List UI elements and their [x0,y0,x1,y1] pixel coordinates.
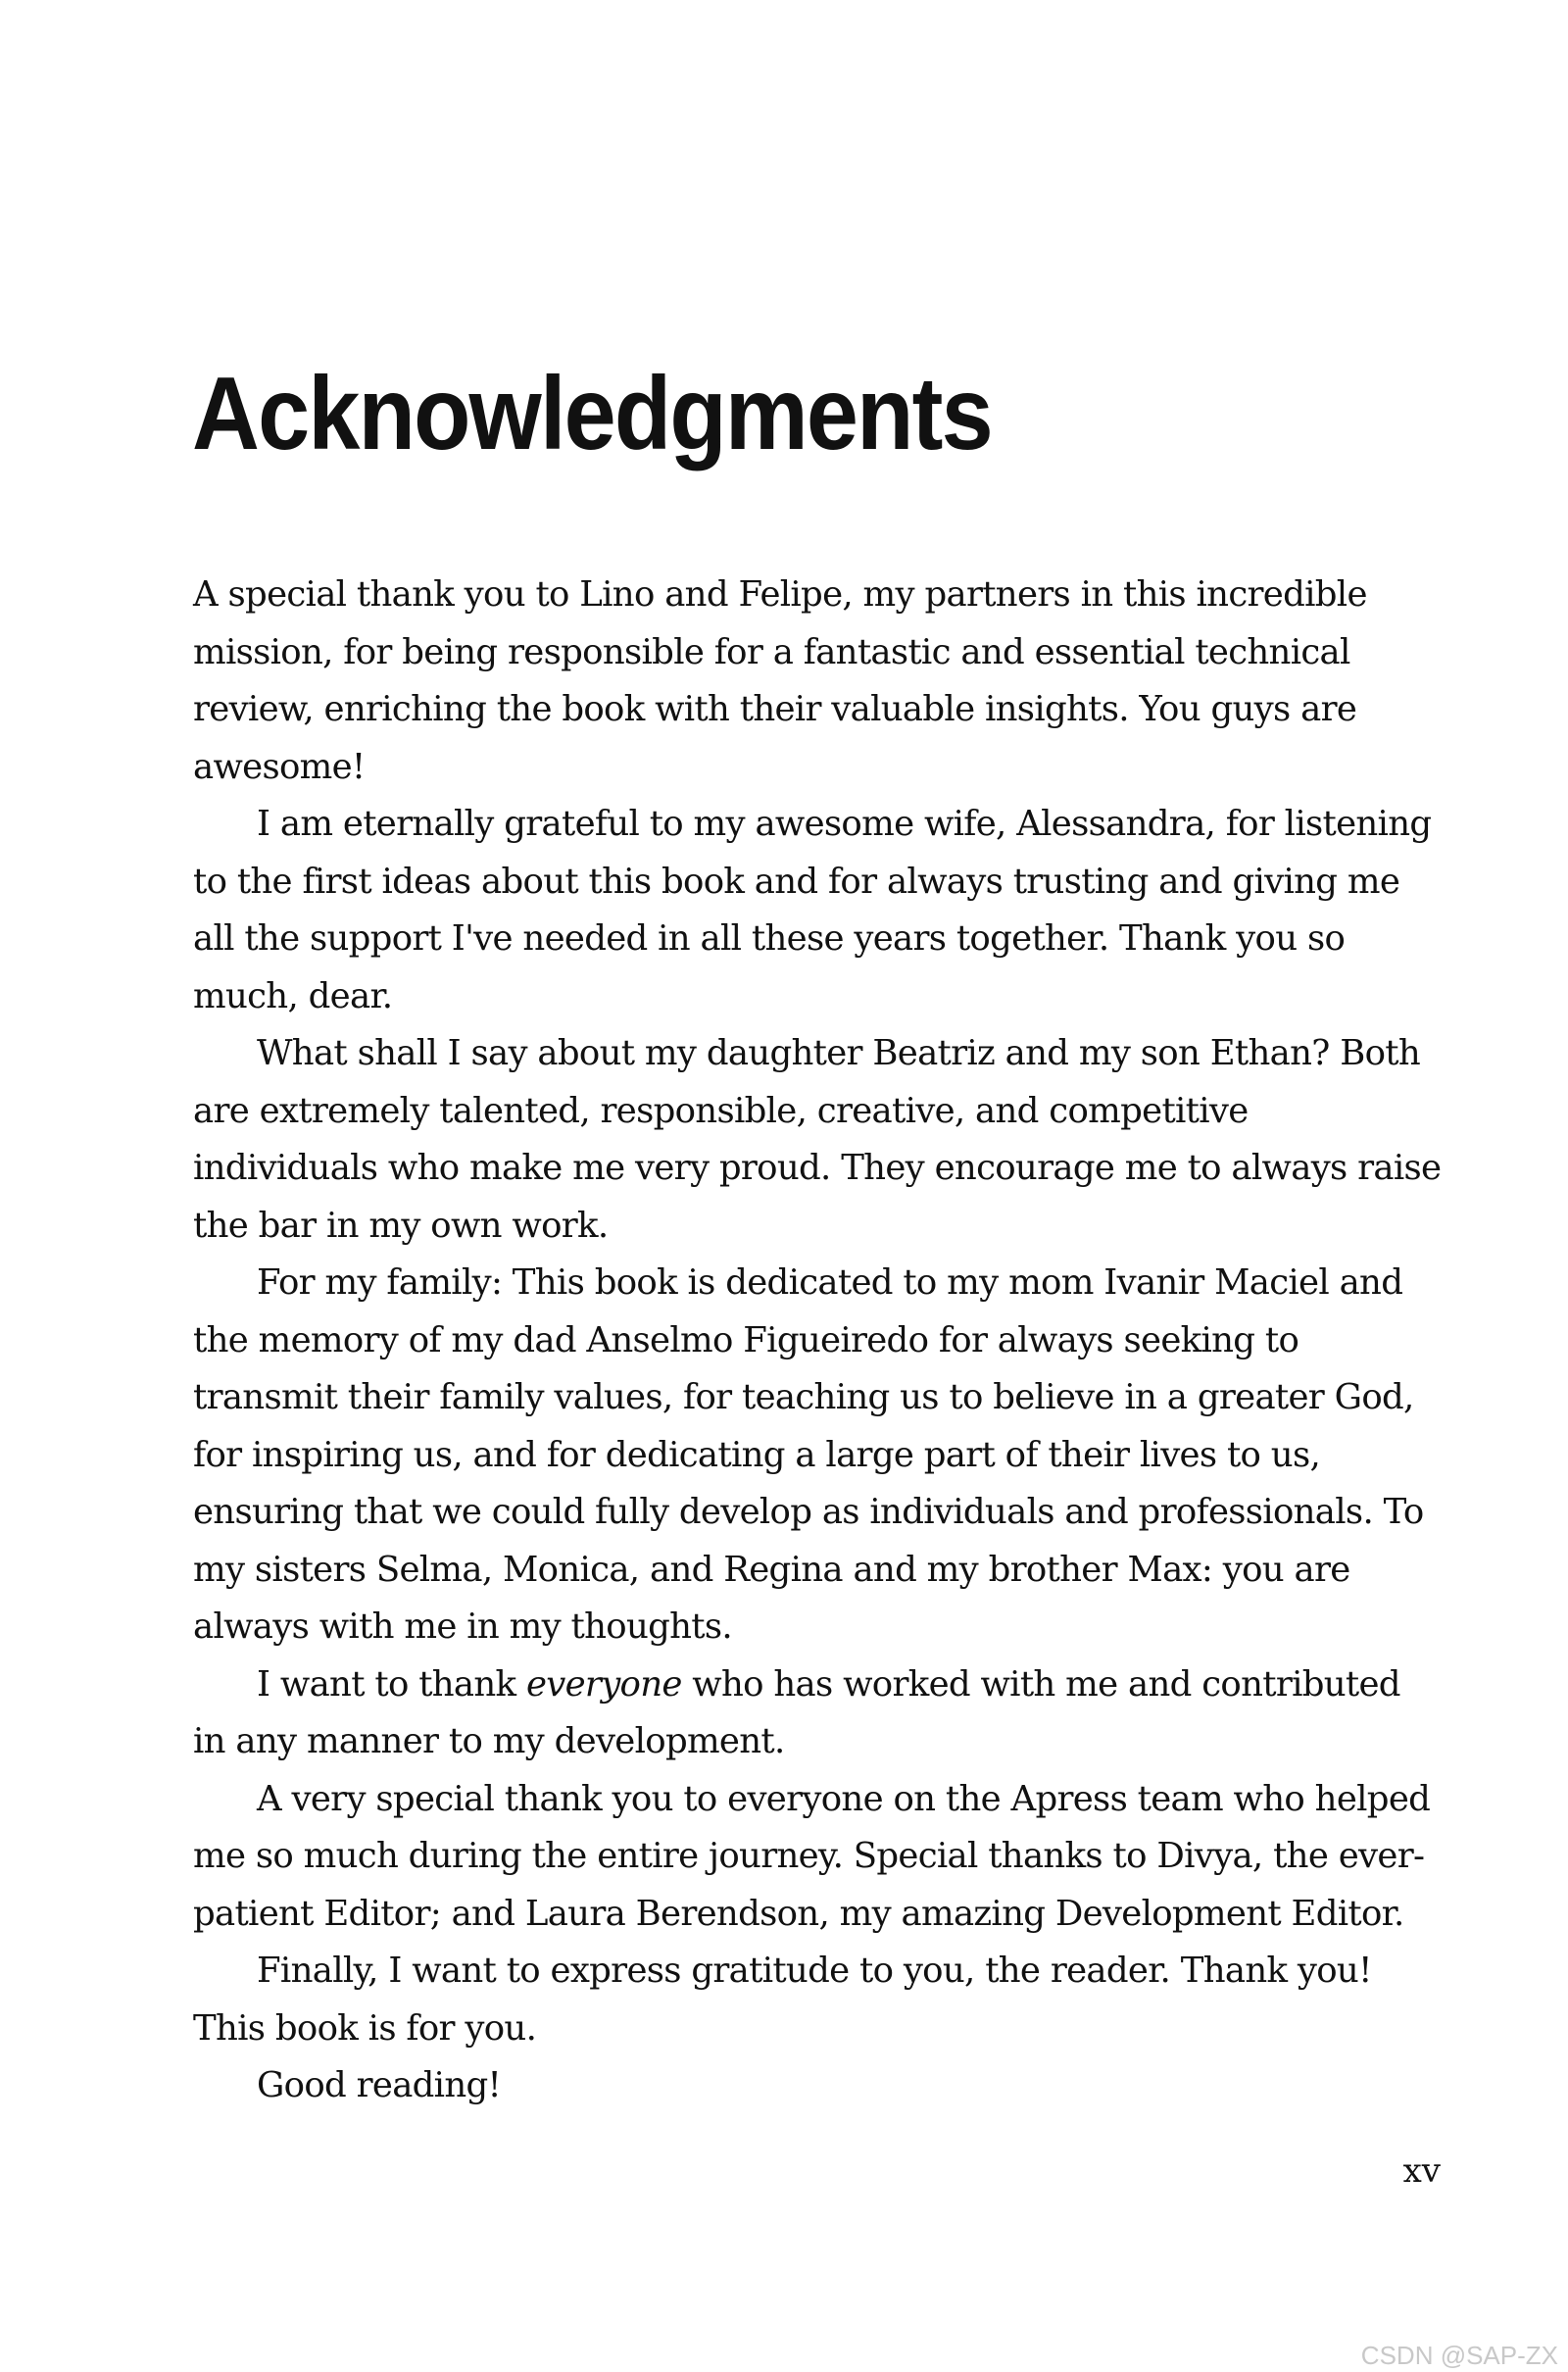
paragraph-closing: Good reading! [257,2065,502,2105]
paragraph-partners: A special thank you to Lino and Felipe, my partners in this incredible mission, for being responsible for a fantastic and essential technical review, enriching the book with their valuable insights. You guys are awesome! [193,574,1367,787]
paragraph-family: For my family: This book is dedicated to my mom Ivanir Maciel and the memory of my dad Anselmo Figueiredo for always seeking to transmit their family values, for teaching us to believe in a greater God, for inspiring us, and for dedicating a large part of their lives to us, ensuring that we could fully develop as individuals and professionals. To my sisters Selma, Monica, and Regina and my brother Max: you are always with me in my thoughts. [193,1262,1424,1647]
paragraph-reader: Finally, I want to express gratitude to you, the reader. Thank you! This book is for you. [193,1951,1372,2049]
paragraph-everyone [193,1656,1443,1771]
acknowledgments-body [193,567,1443,2115]
paragraph-apress-team: A very special thank you to everyone on the Apress team who helped me so much during the entire journey. Special thanks to Divya, the ever-patient Editor; and Laura Berendson, my amazing Development Editor. [193,1778,1431,1934]
paragraph-children: What shall I say about my daughter Beatriz and my son Ethan? Both are extremely talented, responsible, creative, and competitive individuals who make me very proud. They encourage me to always raise the bar in my own work. [193,1033,1442,1246]
page-number: xv [1402,2151,1441,2191]
watermark: CSDN @SAP-ZX [1360,2341,1558,2370]
paragraph-everyone-emphasis: everyone [525,1663,682,1705]
paragraph-everyone-after: who has worked with me and contributed in any manner to my development. [193,1663,1400,1761]
paragraph-wife: I am eternally grateful to my awesome wife, Alessandra, for listening to the first ideas about this book and for always trusting and giving me all the support I've needed in all these years together. Thank you so much, dear. [193,804,1432,1016]
paragraph-everyone-before: I want to thank [257,1663,526,1705]
page-title: Acknowledgments [192,356,992,471]
